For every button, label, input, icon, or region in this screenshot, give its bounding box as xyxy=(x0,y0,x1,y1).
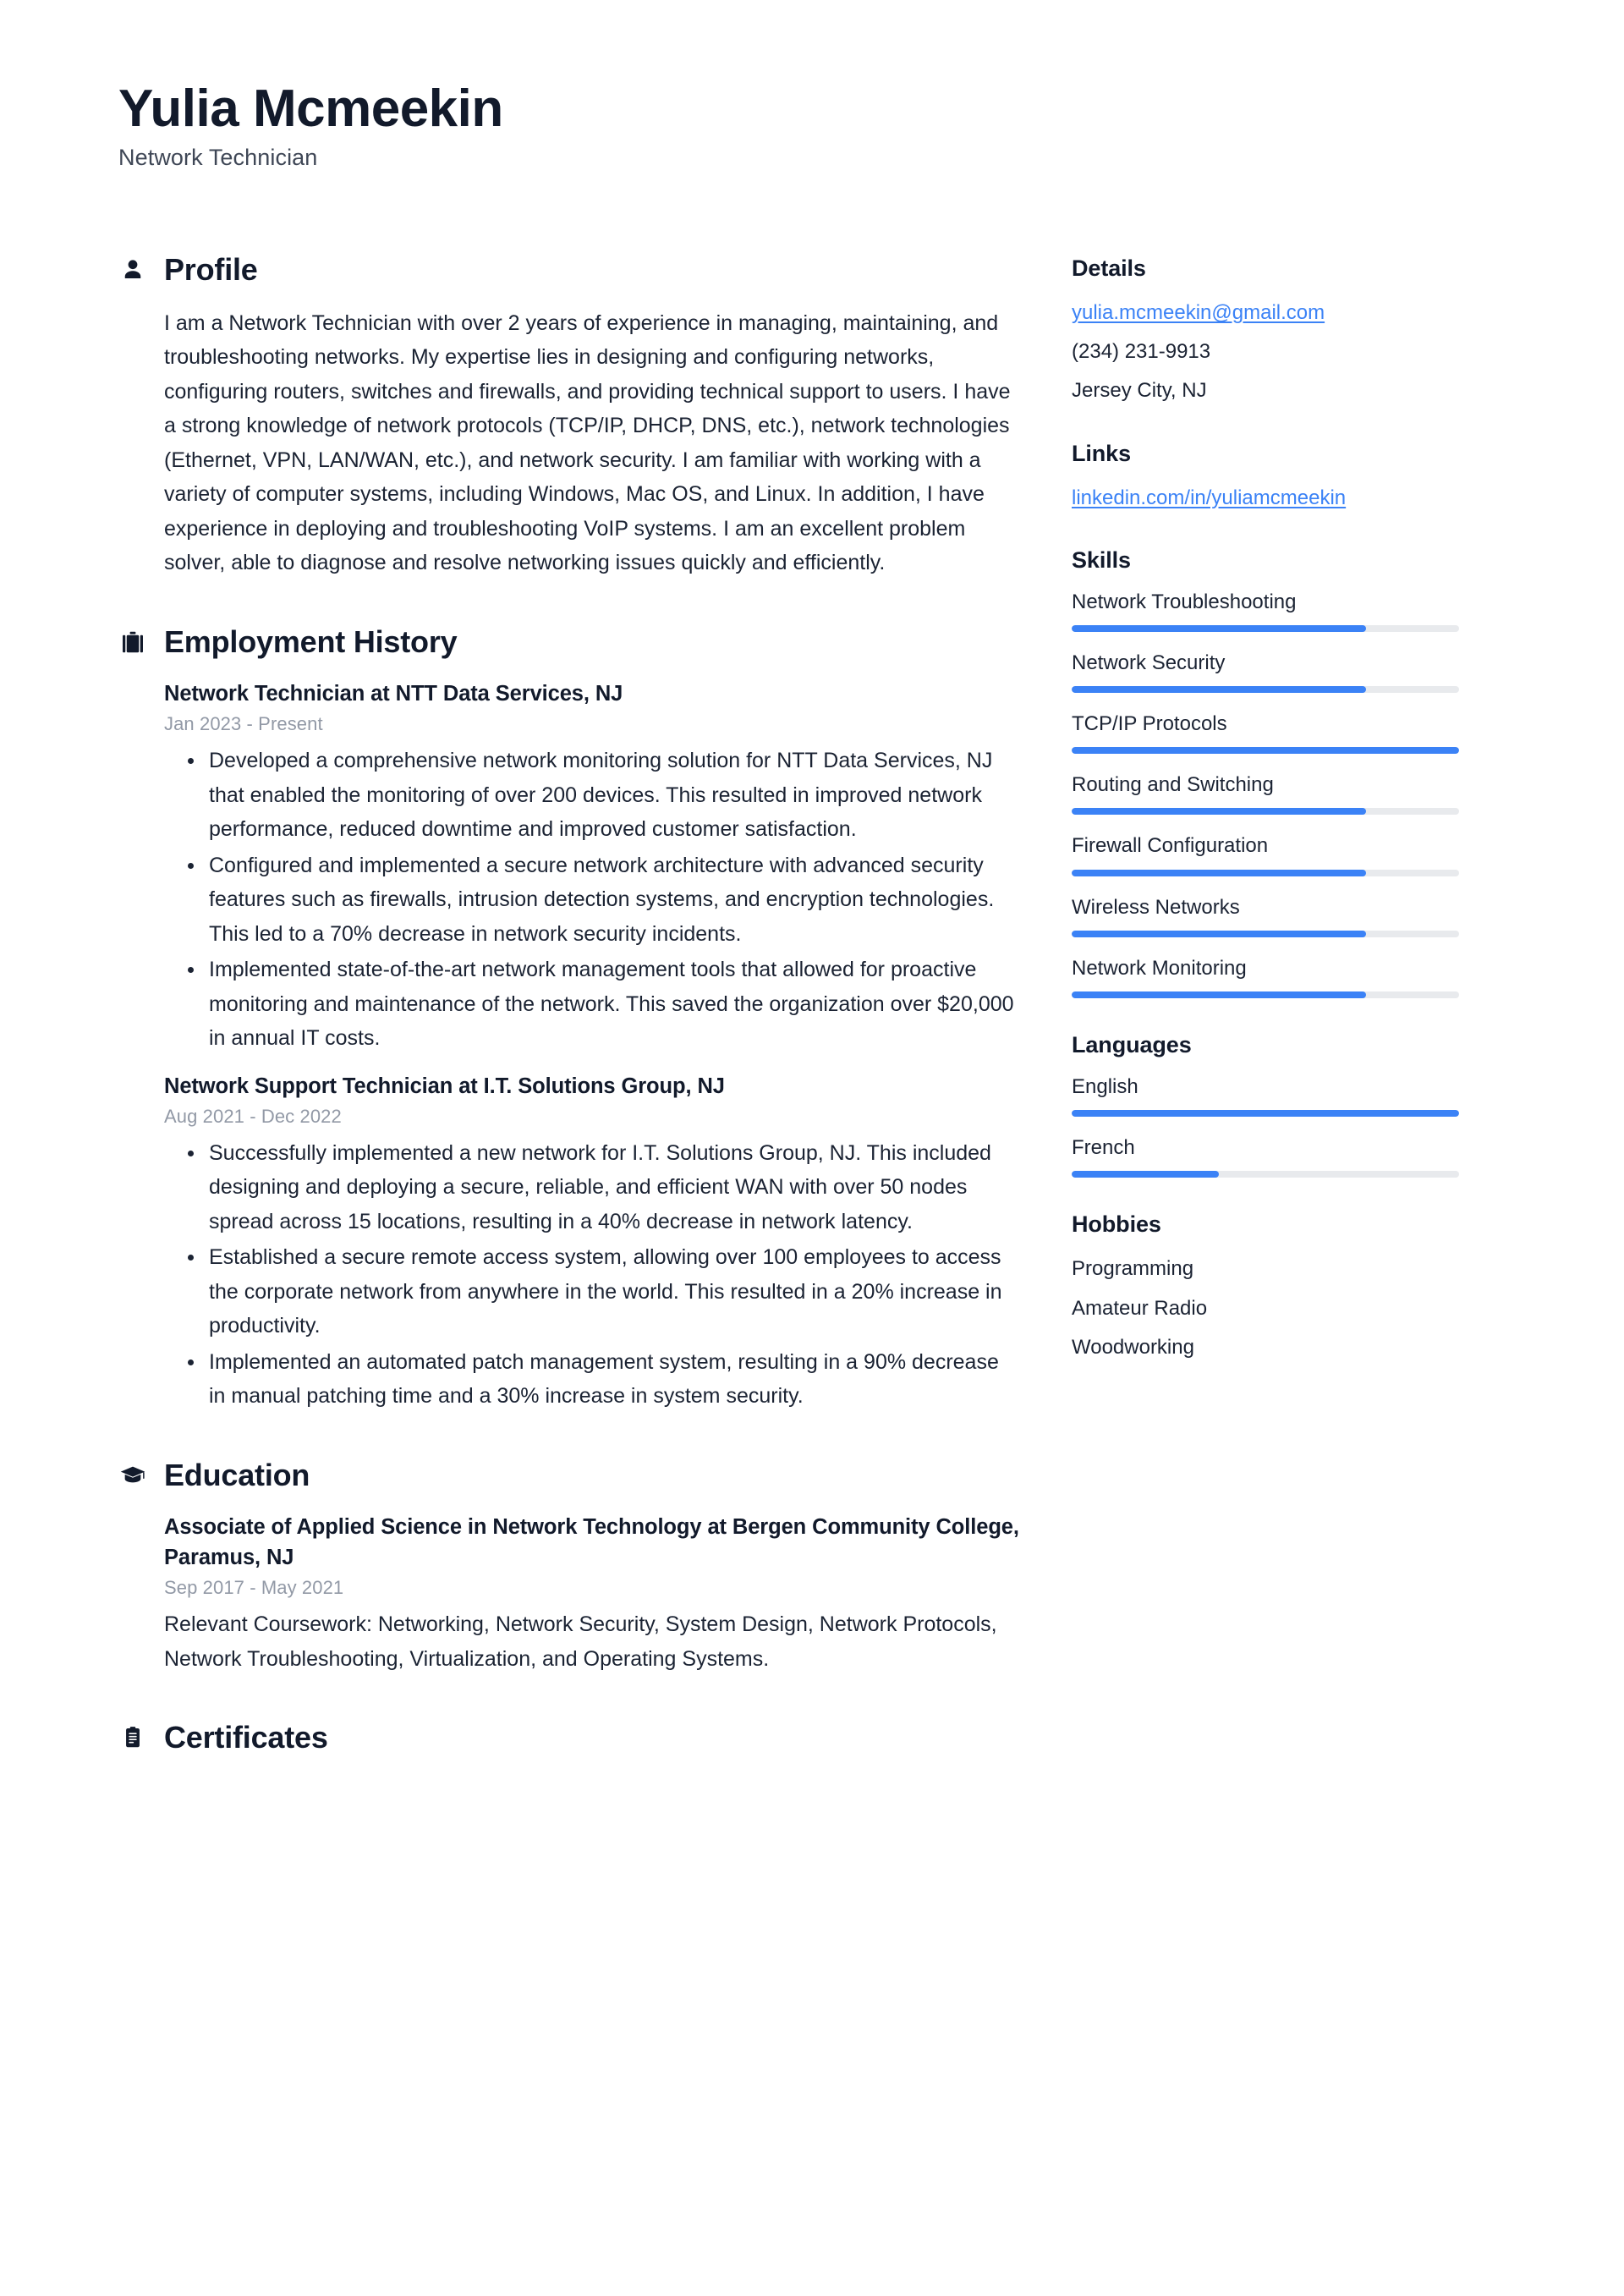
language-fill xyxy=(1072,1110,1459,1117)
section-title-certificates: Certificates xyxy=(164,1720,328,1755)
skill-label: Routing and Switching xyxy=(1072,773,1274,797)
sidebar-details xyxy=(1072,255,1461,407)
employment-bullet: Successfully implemented a new network for I.T. Solutions Group, NJ. This included designing and deploying a secure, reliable, and efficient WAN with over 50 nodes spread across 15 locations, resulting in a 40% decrease in network latency. xyxy=(164,1136,1019,1239)
skill-fill xyxy=(1072,747,1459,754)
profile-body xyxy=(118,306,1019,580)
sidebar-column xyxy=(1072,252,1461,1397)
section-employment-history xyxy=(118,624,1019,1414)
phone-number: (234) 231-9913 xyxy=(1072,340,1211,364)
employment-bullet-list xyxy=(164,744,1019,1056)
section-title-profile: Profile xyxy=(164,251,258,287)
skill-row xyxy=(1072,772,1461,815)
skill-fill xyxy=(1072,991,1366,998)
skill-track xyxy=(1072,625,1459,632)
sidebar-title-hobbies: Hobbies xyxy=(1072,1211,1161,1238)
skill-fill xyxy=(1072,625,1366,632)
employment-entry xyxy=(164,678,1019,1056)
language-label: English xyxy=(1072,1075,1138,1099)
language-row xyxy=(1072,1134,1461,1178)
employment-heading-row xyxy=(118,624,1019,660)
employment-bullet: Implemented state-of-the-art network management tools that allowed for proactive monitoring and maintenance of the network. This saved the organization over $20,000 in annual IT costs. xyxy=(164,953,1019,1056)
skill-track xyxy=(1072,686,1459,693)
certificates-heading-row xyxy=(118,1720,1019,1755)
skill-label: TCP/IP Protocols xyxy=(1072,712,1227,736)
profile-heading-row xyxy=(118,252,1019,288)
education-description: Relevant Coursework: Networking, Network Security, System Design, Network Protocols, Network Troubleshooting, Virtualization, and Operating Systems. xyxy=(164,1612,997,1671)
employment-bullet: Established a secure remote access system, allowing over 100 employees to access the corporate network from anywhere in the world. This resulted in a 20% increase in productivity. xyxy=(164,1240,1019,1343)
briefcase-icon xyxy=(118,628,147,656)
graduation-cap-icon xyxy=(118,1461,147,1490)
employment-bullet: Configured and implemented a secure network architecture with advanced security features such as firewalls, intrusion detection systems, and encryption technologies. This led to a 70% decrease in network security incidents. xyxy=(164,849,1019,952)
skill-fill xyxy=(1072,870,1366,876)
education-body xyxy=(118,1512,1019,1676)
language-label: French xyxy=(1072,1136,1135,1160)
section-profile xyxy=(118,252,1019,580)
skill-track xyxy=(1072,808,1459,815)
skill-row xyxy=(1072,711,1461,754)
sidebar-hobbies xyxy=(1072,1211,1461,1363)
language-track xyxy=(1072,1171,1459,1178)
employment-body xyxy=(118,678,1019,1414)
candidate-name: Yulia Mcmeekin xyxy=(118,80,503,138)
certificate-icon xyxy=(118,1723,147,1752)
email-link[interactable]: yulia.mcmeekin@gmail.com xyxy=(1072,300,1325,324)
sidebar-title-details: Details xyxy=(1072,255,1146,281)
language-row xyxy=(1072,1074,1461,1117)
sidebar-title-skills: Skills xyxy=(1072,547,1131,573)
skill-label: Network Security xyxy=(1072,651,1226,674)
employment-job-date: Aug 2021 - Dec 2022 xyxy=(164,1105,342,1127)
profile-text: I am a Network Technician with over 2 years of experience in managing, maintaining, and troubleshooting networks. My expertise lies in designing and configuring networks, configuring routers, switches and firewalls, and providing technical support to users. I have a strong knowledge of network protocols (TCP/IP, DHCP, DNS, etc.), network technologies (Ethernet, VPN, LAN/WAN, etc.), and network security. I am familiar with working with a variety of computer systems, including Windows, Mac OS, and Linux. In addition, I have experience in deploying and troubleshooting VoIP systems. I am an excellent problem solver, able to diagnose and resolve networking issues quickly and efficiently. xyxy=(164,310,1011,575)
skill-track xyxy=(1072,870,1459,876)
hobby-item: Programming xyxy=(1072,1257,1194,1281)
education-date: Sep 2017 - May 2021 xyxy=(164,1577,344,1599)
skill-label: Wireless Networks xyxy=(1072,895,1240,919)
skill-row xyxy=(1072,955,1461,998)
skill-row xyxy=(1072,894,1461,937)
resume-header xyxy=(118,81,1510,171)
employment-bullet-list xyxy=(164,1136,1019,1414)
skill-fill xyxy=(1072,686,1366,693)
skill-row xyxy=(1072,650,1461,693)
resume-columns xyxy=(118,252,1510,1799)
section-education xyxy=(118,1458,1019,1676)
skill-fill xyxy=(1072,931,1366,937)
sidebar-links xyxy=(1072,441,1461,514)
section-title-education: Education xyxy=(164,1457,310,1492)
language-fill xyxy=(1072,1171,1219,1178)
sidebar-title-languages: Languages xyxy=(1072,1032,1192,1058)
skill-label: Network Monitoring xyxy=(1072,956,1247,980)
candidate-job-title: Network Technician xyxy=(118,144,318,170)
section-certificates xyxy=(118,1720,1019,1755)
skill-track xyxy=(1072,747,1459,754)
hobby-item: Woodworking xyxy=(1072,1335,1194,1359)
sidebar-languages xyxy=(1072,1032,1461,1178)
skill-track xyxy=(1072,991,1459,998)
hobby-item: Amateur Radio xyxy=(1072,1296,1208,1320)
skill-track xyxy=(1072,931,1459,937)
employment-bullet: Developed a comprehensive network monitoring solution for NTT Data Services, NJ that enabled the monitoring of over 200 devices. This resulted in improved network performance, reduced downtime and improved customer satisfaction. xyxy=(164,744,1019,847)
education-entry xyxy=(164,1512,1019,1676)
sidebar-title-links: Links xyxy=(1072,440,1132,466)
sidebar-skills xyxy=(1072,547,1461,998)
skill-label: Firewall Configuration xyxy=(1072,834,1269,858)
location-text: Jersey City, NJ xyxy=(1072,379,1207,403)
linkedin-link[interactable]: linkedin.com/in/yuliamcmeekin xyxy=(1072,486,1347,509)
employment-bullet: Implemented an automated patch management system, resulting in a 90% decrease in manual patching time and a 30% increase in system security. xyxy=(164,1345,1019,1414)
employment-entry xyxy=(164,1071,1019,1414)
employment-job-title: Network Support Technician at I.T. Solutions Group, NJ xyxy=(164,1074,725,1098)
main-column xyxy=(118,252,1019,1799)
education-degree: Associate of Applied Science in Network Technology at Bergen Community College, Paramus, NJ xyxy=(164,1514,1019,1570)
skill-label: Network Troubleshooting xyxy=(1072,590,1297,613)
skill-fill xyxy=(1072,808,1366,815)
employment-job-date: Jan 2023 - Present xyxy=(164,713,323,735)
employment-job-title: Network Technician at NTT Data Services, NJ xyxy=(164,681,623,706)
education-heading-row xyxy=(118,1458,1019,1493)
language-track xyxy=(1072,1110,1459,1117)
person-icon xyxy=(118,255,147,284)
skill-row xyxy=(1072,589,1461,632)
skill-row xyxy=(1072,832,1461,876)
section-title-employment: Employment History xyxy=(164,623,458,659)
